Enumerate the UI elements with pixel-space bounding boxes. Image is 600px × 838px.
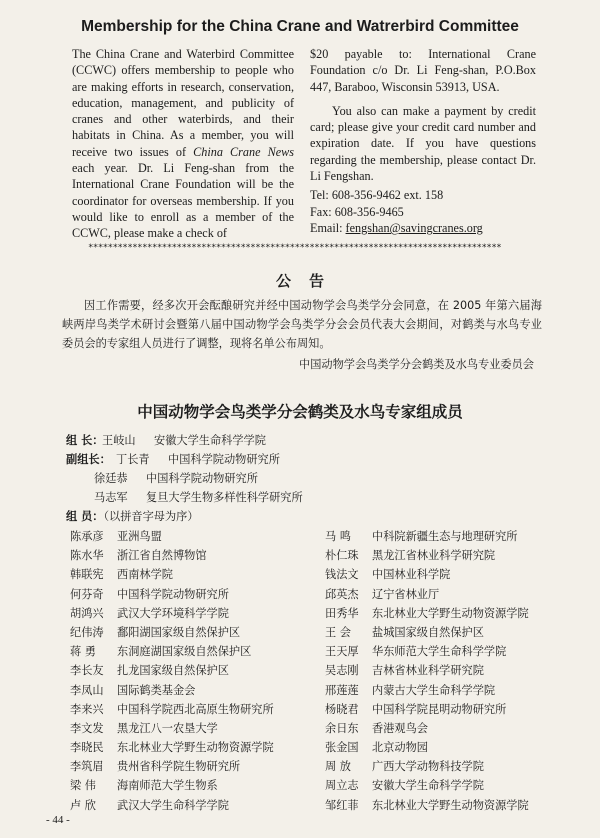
member-row — [70, 585, 274, 604]
member-org: 华东师范大学生命科学学院 — [372, 645, 507, 659]
email-label: Email: — [310, 221, 346, 236]
member-row — [70, 604, 274, 623]
member-org: 东北林业大学野生动物资源学院 — [117, 741, 274, 755]
member-name: 余日东 — [325, 721, 359, 735]
member-org: 东洞庭湖国家级自然保护区 — [117, 645, 252, 659]
member-row — [70, 738, 274, 757]
member-name: 卢 欣 — [70, 798, 96, 812]
leader-name: 王岐山 — [102, 434, 136, 447]
member-org: 香港观鸟会 — [372, 721, 428, 735]
notice-signature: 中国动物学会鸟类学分会鹤类及水鸟专业委员会 — [299, 358, 534, 371]
member-org: 鄱阳湖国家级自然保护区 — [117, 625, 241, 639]
leader-name: 丁长青 — [116, 453, 150, 466]
payment-paragraph: $20 payable to: International Crane Foundation c/o Dr. Li Feng-shan, P.O.Box 447, Baraboo, Wisconsin 53913, USA. — [310, 47, 536, 94]
member-name: 韩联宪 — [70, 568, 104, 582]
member-row — [325, 546, 529, 565]
member-org: 盐城国家级自然保护区 — [372, 625, 484, 639]
leader-org: 安徽大学生命科学学院 — [154, 434, 266, 447]
member-row — [70, 681, 274, 700]
publication-title: China Crane News — [193, 144, 295, 159]
member-name: 周 放 — [325, 760, 351, 774]
notice-body: 因工作需要，经多次开会酝酿研究并经中国动物学会鸟类学分会同意，在 2005 年第六届海峡两岸鸟类学术研讨会暨第八届中国动物学会鸟类学分会会员代表大会期间，对鹤类与水鸟专业委员会的专家组人员进行了调整，现将名单公布周知。 — [62, 299, 542, 350]
members-label: 组 员： — [66, 510, 104, 523]
member-row — [70, 527, 274, 546]
member-org: 中国科学院昆明动物研究所 — [372, 702, 507, 716]
member-row — [70, 719, 274, 738]
member-org: 浙江省自然博物馆 — [117, 549, 207, 563]
membership-left-column — [72, 46, 294, 242]
leader-org: 复旦大学生物多样性科学研究所 — [146, 491, 303, 504]
member-name: 李筑眉 — [70, 760, 104, 774]
leader-org: 中国科学院动物研究所 — [168, 453, 280, 466]
asterisk-divider: ************************************************************************************ — [88, 243, 502, 253]
member-row — [325, 738, 529, 757]
member-row — [70, 700, 274, 719]
members-heading — [66, 508, 199, 524]
leader-row — [66, 432, 266, 448]
member-org: 扎龙国家级自然保护区 — [117, 664, 229, 678]
member-org: 东北林业大学野生动物资源学院 — [372, 798, 529, 812]
member-row — [325, 681, 529, 700]
leader-name: 徐廷恭 — [94, 472, 128, 485]
leader-row — [94, 489, 303, 505]
member-org: 黑龙江八一农垦大学 — [117, 721, 218, 735]
member-name: 李长友 — [70, 664, 104, 678]
member-org: 安徽大学生命科学学院 — [372, 779, 484, 793]
membership-right-column — [310, 46, 536, 237]
credit-card-paragraph: You also can make a payment by credit card; please give your credit card number and expiration date. If you have questions regarding the membership, please contact Dr. Li Fengshan. — [310, 103, 536, 184]
member-name: 李晓民 — [70, 741, 104, 755]
member-name: 李来兴 — [70, 702, 104, 716]
member-name: 朴仁珠 — [325, 549, 359, 563]
member-row — [325, 796, 529, 815]
member-row — [70, 661, 274, 680]
roster-title: 中国动物学会鸟类学分会鹤类及水鸟专家组成员 — [137, 403, 463, 421]
member-org: 西南林学院 — [117, 568, 173, 582]
member-name: 马 鸣 — [325, 530, 351, 543]
leader-name: 马志军 — [94, 491, 128, 504]
leader-role: 组 长： — [66, 434, 104, 447]
member-row — [70, 642, 274, 661]
member-row — [325, 527, 529, 546]
members-left-column — [70, 527, 274, 815]
member-name: 田秀华 — [325, 606, 359, 620]
member-name: 蒋 勇 — [70, 645, 96, 659]
member-row — [70, 796, 274, 815]
member-name: 李文发 — [70, 721, 104, 735]
member-row — [70, 776, 274, 795]
member-name: 陈水华 — [70, 549, 104, 563]
member-name: 梁 伟 — [70, 779, 96, 793]
member-name: 王天厚 — [325, 645, 359, 659]
contact-block — [310, 187, 536, 236]
membership-title: Membership for the China Crane and Watrerbird Committee — [81, 18, 519, 35]
member-name: 李凤山 — [70, 683, 104, 697]
members-sort-note: （以拼音字母为序） — [103, 510, 199, 523]
leader-row — [66, 451, 280, 467]
member-row — [325, 719, 529, 738]
leader-role: 副组长： — [66, 453, 111, 466]
member-row — [325, 623, 529, 642]
notice-title: 公告 — [275, 272, 342, 290]
member-org: 黑龙江省林业科学研究院 — [372, 549, 496, 563]
member-name: 钱法文 — [325, 568, 359, 582]
fax: Fax: 608-356-9465 — [310, 204, 404, 219]
member-name: 陈承彦 — [70, 530, 104, 543]
member-org: 东北林业大学野生动物资源学院 — [372, 606, 529, 620]
member-row — [325, 776, 529, 795]
member-org: 海南师范大学生物系 — [117, 779, 218, 793]
member-row — [70, 546, 274, 565]
member-row — [70, 565, 274, 584]
member-name: 邹红菲 — [325, 798, 359, 812]
member-org: 广西大学动物科技学院 — [372, 760, 484, 774]
member-row — [325, 565, 529, 584]
email-link[interactable]: fengshan@savingcranes.org — [345, 221, 483, 236]
member-row — [325, 642, 529, 661]
member-name: 王 会 — [325, 625, 351, 639]
membership-text-a: The China Crane and Waterbird Committee (CCWC) offers membership to people who are making efforts in research, conservation, education, management, and publicity of cranes and other waterbirds, and their habitats in China. As a member, you will receive two issues of — [72, 47, 294, 159]
member-name: 吴志刚 — [325, 664, 359, 678]
page-number: - 44 - — [46, 814, 70, 826]
member-name: 胡鸿兴 — [70, 606, 104, 620]
member-org: 武汉大学环境科学学院 — [117, 606, 229, 620]
member-org: 内蒙古大学生命科学学院 — [372, 683, 496, 697]
member-name: 何芬奇 — [70, 587, 104, 601]
member-row — [70, 757, 274, 776]
member-row — [325, 604, 529, 623]
member-row — [325, 757, 529, 776]
member-org: 北京动物园 — [372, 741, 428, 755]
member-org: 中国科学院动物研究所 — [117, 587, 229, 601]
membership-text-b: each year. Dr. Li Feng-shan from the International Crane Foundation will be the coordinator for overseas membership. If you would like to enroll as a member of the CCWC, please make a check of — [72, 161, 294, 241]
member-org: 中国林业科学院 — [372, 568, 451, 582]
membership-paragraph-1 — [72, 46, 294, 242]
member-row — [70, 623, 274, 642]
member-org: 吉林省林业科学研究院 — [372, 664, 484, 678]
member-org: 贵州省科学院生物研究所 — [117, 760, 241, 774]
member-name: 纪伟涛 — [70, 625, 104, 639]
member-org: 辽宁省林业厅 — [372, 587, 440, 601]
email-line — [310, 220, 536, 236]
member-org: 国际鹤类基金会 — [117, 683, 196, 697]
member-org: 中国科学院西北高原生物研究所 — [117, 702, 274, 716]
member-name: 邱英杰 — [325, 587, 359, 601]
member-name: 杨晓君 — [325, 702, 359, 716]
member-row — [325, 700, 529, 719]
member-org: 中科院新疆生态与地理研究所 — [372, 530, 518, 543]
member-row — [325, 585, 529, 604]
telephone: Tel: 608-356-9462 ext. 158 — [310, 188, 444, 203]
leader-org: 中国科学院动物研究所 — [146, 472, 258, 485]
member-org: 武汉大学生命科学学院 — [117, 798, 229, 812]
leader-row — [94, 470, 258, 486]
members-right-column — [325, 527, 529, 815]
member-name: 张金国 — [325, 741, 359, 755]
member-name: 周立志 — [325, 779, 359, 793]
member-row — [325, 661, 529, 680]
member-name: 邢莲莲 — [325, 683, 359, 697]
member-org: 亚洲鸟盟 — [117, 530, 162, 543]
